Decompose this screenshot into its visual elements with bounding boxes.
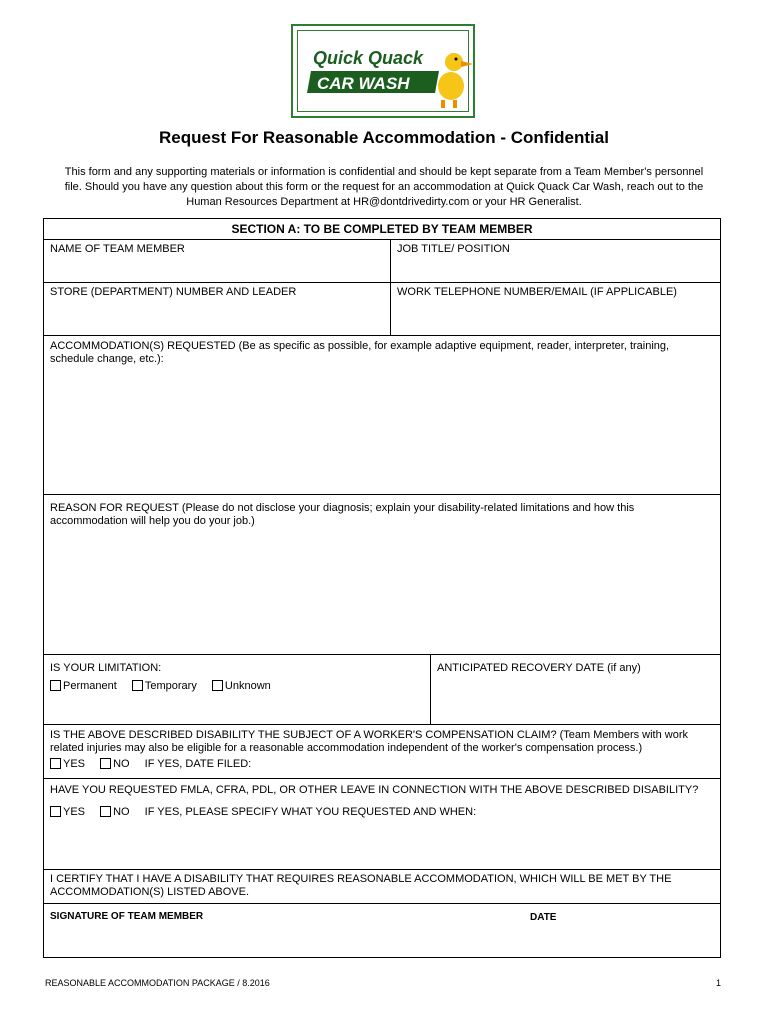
temporary-label: Temporary: [144, 680, 197, 692]
permanent-checkbox[interactable]: [50, 680, 61, 691]
reason-field[interactable]: [44, 499, 720, 654]
fmla-no[interactable]: [100, 806, 130, 819]
fmla-specify-label: IF YES, PLEASE SPECIFY WHAT YOU REQUESTED AND WHEN:: [144, 806, 477, 818]
fmla-no-checkbox[interactable]: [100, 806, 111, 817]
intro-paragraph: This form and any supporting materials or information is confidential and should be kept separate from a Team Member's personnel file. Should you have any question about this form or the request for an accommodation at Quick Quack Car Wash, reach out to the Human Resources Department at HR@dontdrivedirty.com or your HR Generalist.: [64, 166, 704, 208]
work-phone-field[interactable]: [391, 283, 720, 335]
signature-field[interactable]: [44, 907, 514, 955]
temporary-checkbox[interactable]: [132, 680, 143, 691]
footer-text: REASONABLE ACCOMMODATION PACKAGE / 8.2016: [45, 978, 270, 988]
job-title-label: JOB TITLE/ POSITION: [397, 243, 510, 255]
fmla-field: [44, 781, 720, 869]
temporary-option[interactable]: [132, 680, 197, 693]
no-label: NO: [113, 758, 130, 770]
recovery-date-label: ANTICIPATED RECOVERY DATE (if any): [437, 662, 641, 674]
yes-label: YES: [63, 806, 86, 818]
logo-text-line2: CAR WASH: [317, 74, 410, 93]
store-label: STORE (DEPARTMENT) NUMBER AND LEADER: [50, 286, 297, 298]
certify-label: I CERTIFY THAT I HAVE A DISABILITY THAT REQUIRES REASONABLE ACCOMMODATION, WHICH WILL BE MET BY THE ACCOMMODATION(S) LISTED ABOVE.: [50, 873, 672, 898]
date-label: DATE: [530, 912, 557, 923]
unknown-checkbox[interactable]: [212, 680, 223, 691]
reason-label: REASON FOR REQUEST (Please do not disclose your diagnosis; explain your disability-related limitations and how this accommodation will help you do your job.): [50, 502, 635, 527]
fmla-label: HAVE YOU REQUESTED FMLA, CFRA, PDL, OR OTHER LEAVE IN CONNECTION WITH THE ABOVE DESCRIBED DISABILITY?: [50, 784, 699, 796]
store-field[interactable]: [44, 283, 390, 335]
limitation-field: [44, 659, 430, 724]
workers-comp-yes-checkbox[interactable]: [50, 758, 61, 769]
logo-graphic: [291, 24, 475, 118]
fmla-yes[interactable]: [50, 806, 85, 819]
workers-comp-yes[interactable]: [50, 758, 85, 771]
workers-comp-no-checkbox[interactable]: [100, 758, 111, 769]
workers-comp-field: [44, 726, 720, 778]
accommodation-form: [43, 218, 721, 958]
form-title: Request For Reasonable Accommodation - Confidential: [159, 128, 609, 147]
signature-label: SIGNATURE OF TEAM MEMBER: [50, 911, 204, 922]
unknown-label: Unknown: [224, 680, 271, 692]
limitation-options: [50, 680, 424, 693]
permanent-label: Permanent: [63, 680, 117, 692]
workers-comp-options: [50, 758, 714, 771]
work-phone-label: WORK TELEPHONE NUMBER/EMAIL (IF APPLICABLE): [397, 286, 677, 298]
section-a-header: SECTION A: TO BE COMPLETED BY TEAM MEMBER: [231, 222, 533, 236]
workers-comp-no[interactable]: [100, 758, 130, 771]
fmla-yes-checkbox[interactable]: [50, 806, 61, 817]
unknown-option[interactable]: [212, 680, 271, 693]
name-label: NAME OF TEAM MEMBER: [50, 243, 185, 255]
name-field[interactable]: [44, 240, 390, 282]
accommodation-field[interactable]: [44, 337, 720, 494]
no-label: NO: [113, 806, 130, 818]
yes-label: YES: [63, 758, 86, 770]
date-filed-label: IF YES, DATE FILED:: [144, 758, 252, 770]
certify-statement: [44, 870, 720, 903]
accommodation-label: ACCOMMODATION(S) REQUESTED (Be as specific as possible, for example adaptive equipment, reader, interpreter, training, schedule change, etc.):: [50, 340, 670, 365]
fmla-options: [50, 806, 714, 819]
logo-text-line1: Quick Quack: [313, 48, 424, 68]
recovery-date-field[interactable]: [431, 659, 720, 724]
page-number: 1: [716, 978, 722, 988]
workers-comp-label: IS THE ABOVE DESCRIBED DISABILITY THE SUBJECT OF A WORKER'S COMPENSATION CLAIM? (Team Members with work related injuries may also be eligible for a reasonable accommodation independent of the worker's compensation process.): [50, 729, 689, 754]
company-logo: [291, 24, 475, 118]
duck-mascot-icon: [438, 53, 473, 108]
job-title-field[interactable]: [391, 240, 720, 282]
date-field[interactable]: [524, 908, 720, 956]
limitation-label: IS YOUR LIMITATION:: [50, 662, 162, 674]
permanent-option[interactable]: [50, 680, 117, 693]
